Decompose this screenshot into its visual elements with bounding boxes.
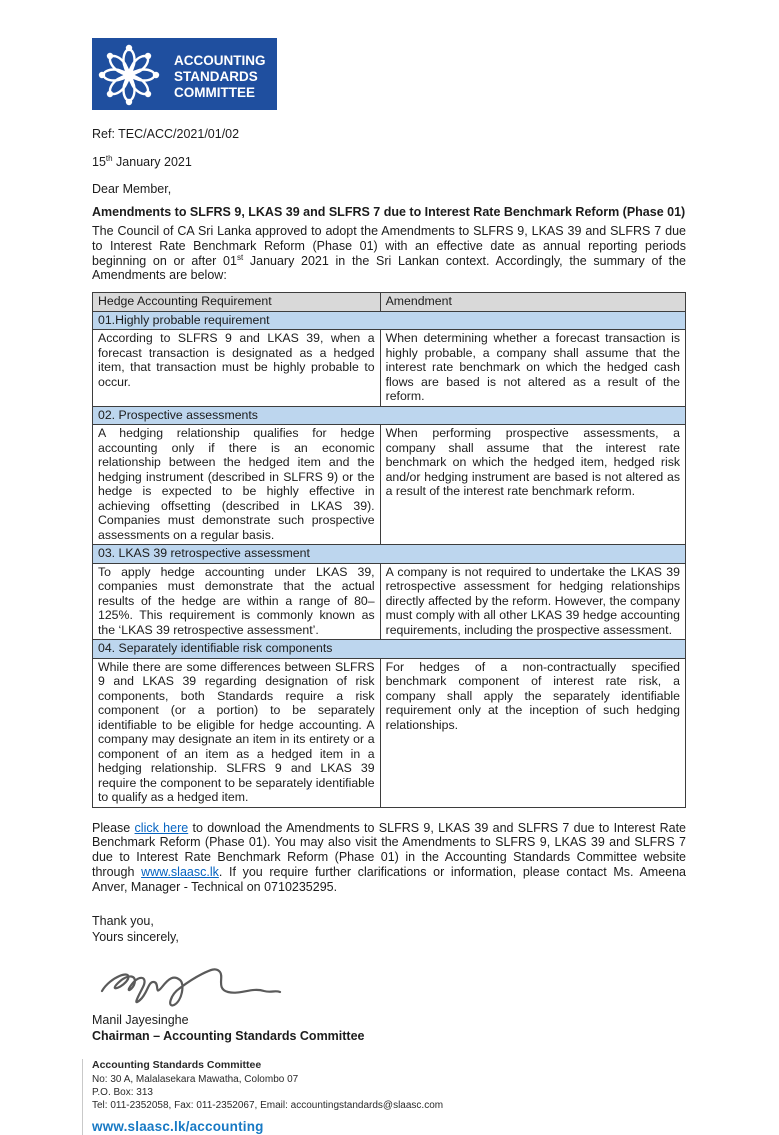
section-title-02: 02. Prospective assessments (93, 406, 686, 425)
logo-text (174, 53, 266, 100)
footer-contact: Tel: 011-2352058, Fax: 011-2352067, Email: accountingstandards@slaasc.com (92, 1099, 444, 1111)
amendment-cell-04: For hedges of a non-contractually specified benchmark component of interest rate risk, a company shall apply the separately identifiable requirement only at the inception of such hedging relationships. (380, 658, 685, 807)
table-row (93, 330, 686, 407)
section-title-04: 04. Separately identifiable risk components (93, 640, 686, 659)
footer-org-name: Accounting Standards Committee (92, 1059, 262, 1072)
footer-po-box: P.O. Box: 313 (92, 1086, 153, 1098)
requirement-cell-04: While there are some differences between SLFRS 9 and LKAS 39 regarding designation of risk components, both Standards require a risk component (or a portion) to be separately identifiable to be eligible for hedge accounting. A company may designate an item in its entirety or a component of an item as a hedged item in a hedging relationship. SLFRS 9 and LKAS 39 require the component to be separately identifiable to qualify as a hedged item. (93, 658, 381, 807)
amendment-cell-01: When determining whether a forecast transaction is highly probable, a company shall assume that the interest rate benchmark on which the hedged cash flows are based is not altered as a result of the reform. (380, 330, 685, 407)
logo-line-1: ACCOUNTING (174, 53, 266, 68)
amendments-table (92, 292, 686, 808)
intro-paragraph: The Council of CA Sri Lanka approved to adopt the Amendments to SLFRS 9, LKAS 39 and SLFRS 7 due to Interest Rate Benchmark Reform (Phase 01) with an effective date as annual reporting periods beginning on or after 01st January 2021 in the Sri Lankan context. Accordingly, the summary of the Amendments are below: (92, 224, 686, 283)
requirement-cell-01: According to SLFRS 9 and LKAS 39, when a forecast transaction is designated as a hedged item, that transaction must be highly probable to occur. (93, 330, 381, 407)
footer-website-link[interactable]: www.slaasc.lk/accounting (92, 1118, 264, 1134)
section-title-01: 01.Highly probable requirement (93, 311, 686, 330)
section-row (93, 406, 686, 425)
asc-logo (92, 38, 277, 110)
section-title-03: 03. LKAS 39 retrospective assessment (93, 545, 686, 564)
letterhead-footer (82, 1059, 686, 1135)
signer-name: Manil Jayesinghe (92, 1012, 189, 1027)
download-link[interactable]: click here (134, 820, 189, 835)
requirement-cell-02: A hedging relationship qualifies for hedge accounting only if there is an economic relationship between the hedged item and the hedging instrument (described in SLFRS 9) or the hedge is expected to be highly effective in achieving offsetting (described in LKAS 39). Companies must demonstrate such prospective assessments on a regular basis. (93, 425, 381, 545)
thank-you-line: Thank you, (92, 914, 154, 929)
amendment-cell-02: When performing prospective assessments, a company shall assume that the interest rate benchmark on which the hedged item, hedged risk and/or hedging instrument are based is not altered as a result of the interest rate benchmark reform. (380, 425, 685, 545)
amendment-cell-03: A company is not required to undertake the LKAS 39 retrospective assessment for hedging relationships directly affected by the reform. However, the company must comply with all other LKAS 39 hedge accounting requirements, including the prospective assessment. (380, 563, 685, 640)
table-row (93, 658, 686, 807)
requirement-cell-03: To apply hedge accounting under LKAS 39, companies must demonstrate that the actual results of the hedge are within a range of 80–125%. This requirement is commonly known as the ‘LKAS 39 retrospective assessment’. (93, 563, 381, 640)
salutation: Dear Member, (92, 181, 172, 196)
table-row (93, 563, 686, 640)
section-row (93, 640, 686, 659)
section-row (93, 311, 686, 330)
column-header-amendment: Amendment (380, 293, 685, 312)
column-header-requirement: Hedge Accounting Requirement (93, 293, 381, 312)
date-ordinal-suffix: th (105, 153, 113, 163)
reference-number: Ref: TEC/ACC/2021/01/02 (92, 127, 240, 141)
website-link[interactable]: www.slaasc.lk (141, 864, 219, 879)
closing-paragraph: Please click here to download the Amendments to SLFRS 9, LKAS 39 and SLFRS 7 due to Interest Rate Benchmark Reform (Phase 01). You may also visit the Amendments to SLFRS 9, LKAS 39 and SLFRS 7 due to Interest Rate Benchmark Reform (Phase 01) in the Accounting Standards Committee website through www.slaasc.lk. If you require further clarifications or information, please contact Ms. Ameena Anver, Manager - Technical on 0710235295. (92, 820, 686, 894)
footer-address: No: 30 A, Malalasekara Mawatha, Colombo 07 (92, 1073, 299, 1085)
table-header-row (93, 293, 686, 312)
subject-line: Amendments to SLFRS 9, LKAS 39 and SLFRS 7 due to Interest Rate Benchmark Reform (Phase 01) (92, 205, 686, 220)
date-ordinal-suffix: st (236, 252, 244, 262)
logo-line-3: COMMITTEE (174, 85, 255, 100)
letter-date: 15th January 2021 (92, 153, 192, 169)
table-row (93, 425, 686, 545)
section-row (93, 545, 686, 564)
signer-title: Chairman – Accounting Standards Committee (92, 1028, 365, 1043)
logo-line-2: STANDARDS (174, 69, 258, 84)
sincerely-line: Yours sincerely, (92, 930, 179, 944)
signature-image (94, 949, 304, 1011)
